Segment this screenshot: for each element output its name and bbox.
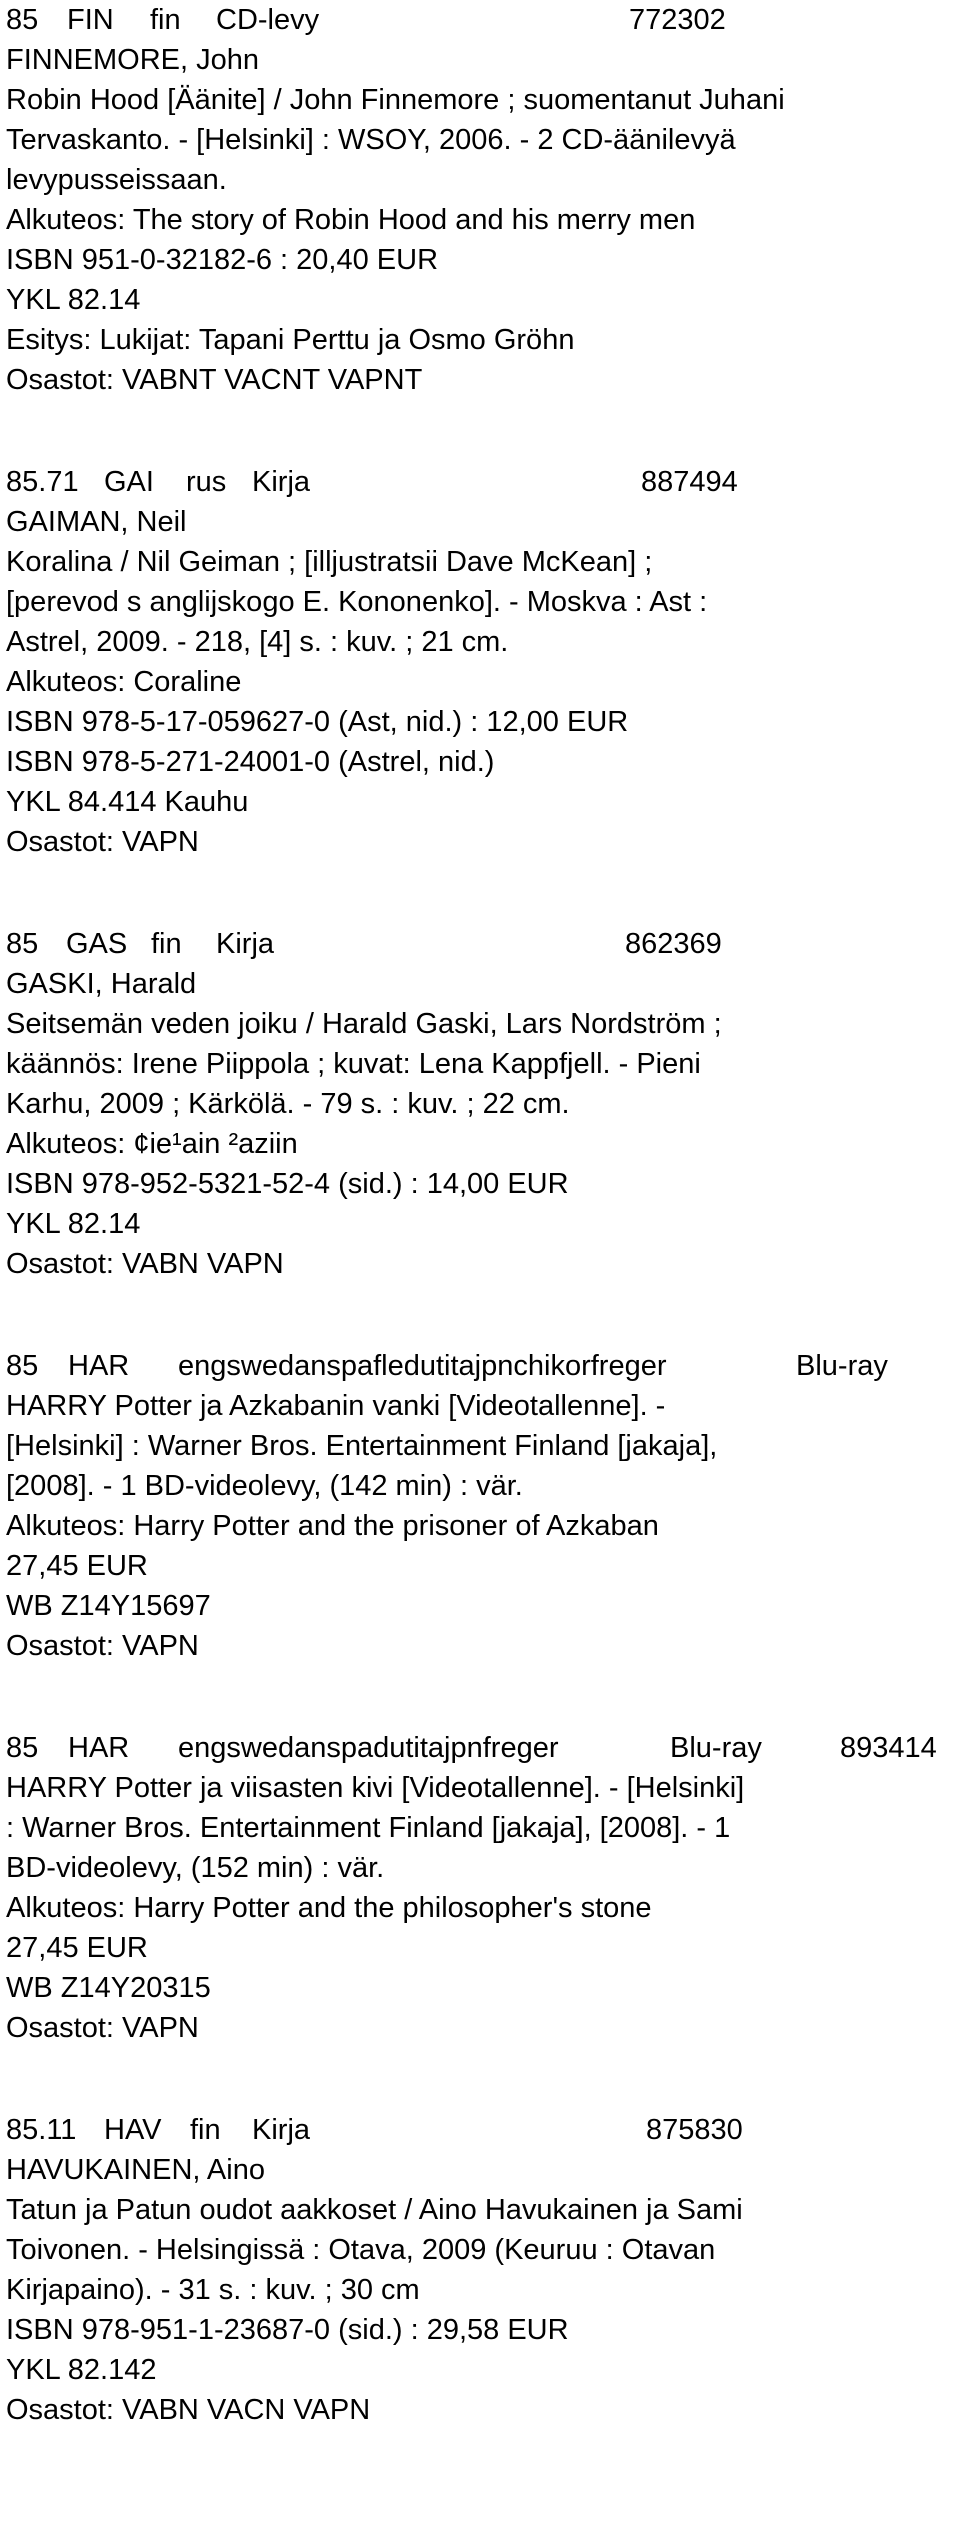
shelf-code: HAR	[68, 1350, 130, 1382]
shelf-code: HAV	[104, 2114, 162, 2146]
entry-header	[6, 2110, 956, 2150]
entry-line: YKL 82.14	[6, 284, 141, 316]
media-type: Kirja	[216, 928, 275, 960]
entry-line: HARRY Potter ja Azkabanin vanki [Videotallenne]. -	[6, 1390, 666, 1422]
entry-line: Osastot: VAPN	[6, 1630, 199, 1662]
entry-line: Koralina / Nil Geiman ; [illjustratsii Dave McKean] ;	[6, 546, 653, 578]
entry-line: Alkuteos: The story of Robin Hood and his merry men	[6, 204, 696, 236]
entry-line: Tervaskanto. - [Helsinki] : WSOY, 2006. - 2 CD-äänilevyä	[6, 124, 736, 156]
record-id: 772302	[629, 4, 726, 36]
catalog-entry	[6, 1728, 956, 2048]
entry-line: 27,45 EUR	[6, 1550, 148, 1582]
media-type: Kirja	[252, 466, 311, 498]
entry-line: YKL 84.414 Kauhu	[6, 786, 249, 818]
classification: 85	[6, 928, 39, 960]
language-code: fin	[151, 928, 182, 960]
entry-line: FINNEMORE, John	[6, 44, 259, 76]
entry-line: käännös: Irene Piippola ; kuvat: Lena Kappfjell. - Pieni	[6, 1048, 701, 1080]
catalog-entry	[6, 924, 956, 1284]
entry-line: GASKI, Harald	[6, 968, 197, 1000]
entry-line: ISBN 951-0-32182-6 : 20,40 EUR	[6, 244, 439, 276]
catalog-entry	[6, 1346, 956, 1666]
catalog-entry	[6, 462, 956, 862]
entry-line: HARRY Potter ja viisasten kivi [Videotallenne]. - [Helsinki]	[6, 1772, 745, 1804]
language-code: rus	[186, 466, 227, 498]
classification: 85.71	[6, 466, 79, 498]
entry-line: WB Z14Y20315	[6, 1972, 211, 2004]
entry-line: levypusseissaan.	[6, 164, 227, 196]
entry-line: Osastot: VABN VAPN	[6, 1248, 284, 1280]
entry-line: Toivonen. - Helsingissä : Otava, 2009 (Keuruu : Otavan	[6, 2234, 716, 2266]
entry-line: Alkuteos: Harry Potter and the philosopher's stone	[6, 1892, 652, 1924]
media-type: Kirja	[252, 2114, 311, 2146]
shelf-code: GAI	[104, 466, 154, 498]
entry-line: Astrel, 2009. - 218, [4] s. : kuv. ; 21 cm.	[6, 626, 509, 658]
entry-line: Alkuteos: ¢ie¹ain ²aziin	[6, 1128, 298, 1160]
shelf-code: HAR	[68, 1732, 130, 1764]
entry-line: YKL 82.142	[6, 2354, 157, 2386]
entry-line: Seitsemän veden joiku / Harald Gaski, Lars Nordström ;	[6, 1008, 722, 1040]
catalog-entry	[6, 2110, 956, 2430]
shelf-code: GAS	[66, 928, 128, 960]
catalog-entry	[6, 0, 956, 400]
catalog-page	[6, 0, 956, 2430]
entry-line: YKL 82.14	[6, 1208, 141, 1240]
entry-line: [2008]. - 1 BD-videolevy, (142 min) : vär.	[6, 1470, 523, 1502]
classification: 85	[6, 4, 39, 36]
entry-line: Osastot: VAPN	[6, 826, 199, 858]
entry-line: Kirjapaino). - 31 s. : kuv. ; 30 cm	[6, 2274, 420, 2306]
entry-header	[6, 0, 956, 40]
entry-line: Osastot: VABNT VACNT VAPNT	[6, 364, 423, 396]
entry-header	[6, 924, 956, 964]
language-code: engswedanspadutitajpnfreger	[178, 1732, 559, 1764]
entry-line: [perevod s anglijskogo E. Kononenko]. - Moskva : Ast :	[6, 586, 708, 618]
entry-header	[6, 1728, 956, 1768]
classification: 85.11	[6, 2114, 77, 2146]
entry-line: BD-videolevy, (152 min) : vär.	[6, 1852, 385, 1884]
entry-line: Alkuteos: Coraline	[6, 666, 242, 698]
entry-line: Robin Hood [Äänite] / John Finnemore ; suomentanut Juhani	[6, 84, 785, 116]
entry-line: [Helsinki] : Warner Bros. Entertainment Finland [jakaja],	[6, 1430, 718, 1462]
language-code: fin	[150, 4, 181, 36]
shelf-code: FIN	[67, 4, 114, 36]
entry-line: Osastot: VABN VACN VAPN	[6, 2394, 371, 2426]
record-id: 862369	[625, 928, 722, 960]
classification: 85	[6, 1350, 39, 1382]
entry-line: : Warner Bros. Entertainment Finland [jakaja], [2008]. - 1	[6, 1812, 731, 1844]
entry-line: Osastot: VAPN	[6, 2012, 199, 2044]
language-code: engswedanspafledutitajpnchikorfreger	[178, 1350, 667, 1382]
entry-line: Alkuteos: Harry Potter and the prisoner of Azkaban	[6, 1510, 659, 1542]
entry-line: ISBN 978-5-17-059627-0 (Ast, nid.) : 12,00 EUR	[6, 706, 629, 738]
entry-line: WB Z14Y15697	[6, 1590, 211, 1622]
entry-line: Karhu, 2009 ; Kärkölä. - 79 s. : kuv. ; 22 cm.	[6, 1088, 570, 1120]
entry-header	[6, 1346, 956, 1386]
entry-header	[6, 462, 956, 502]
entry-line: Tatun ja Patun oudot aakkoset / Aino Havukainen ja Sami	[6, 2194, 743, 2226]
media-type: Blu-ray	[796, 1350, 888, 1382]
entry-line: 27,45 EUR	[6, 1932, 148, 1964]
entry-line: GAIMAN, Neil	[6, 506, 187, 538]
record-id: 875830	[646, 2114, 743, 2146]
entry-line: HAVUKAINEN, Aino	[6, 2154, 265, 2186]
classification: 85	[6, 1732, 39, 1764]
language-code: fin	[190, 2114, 221, 2146]
entry-line: ISBN 978-5-271-24001-0 (Astrel, nid.)	[6, 746, 495, 778]
entry-line: ISBN 978-951-1-23687-0 (sid.) : 29,58 EUR	[6, 2314, 569, 2346]
record-id: 893414	[840, 1732, 937, 1764]
entry-line: Esitys: Lukijat: Tapani Perttu ja Osmo Gröhn	[6, 324, 575, 356]
media-type: CD-levy	[216, 4, 320, 36]
record-id: 887494	[641, 466, 738, 498]
media-type: Blu-ray	[670, 1732, 762, 1764]
entry-line: ISBN 978-952-5321-52-4 (sid.) : 14,00 EUR	[6, 1168, 569, 1200]
